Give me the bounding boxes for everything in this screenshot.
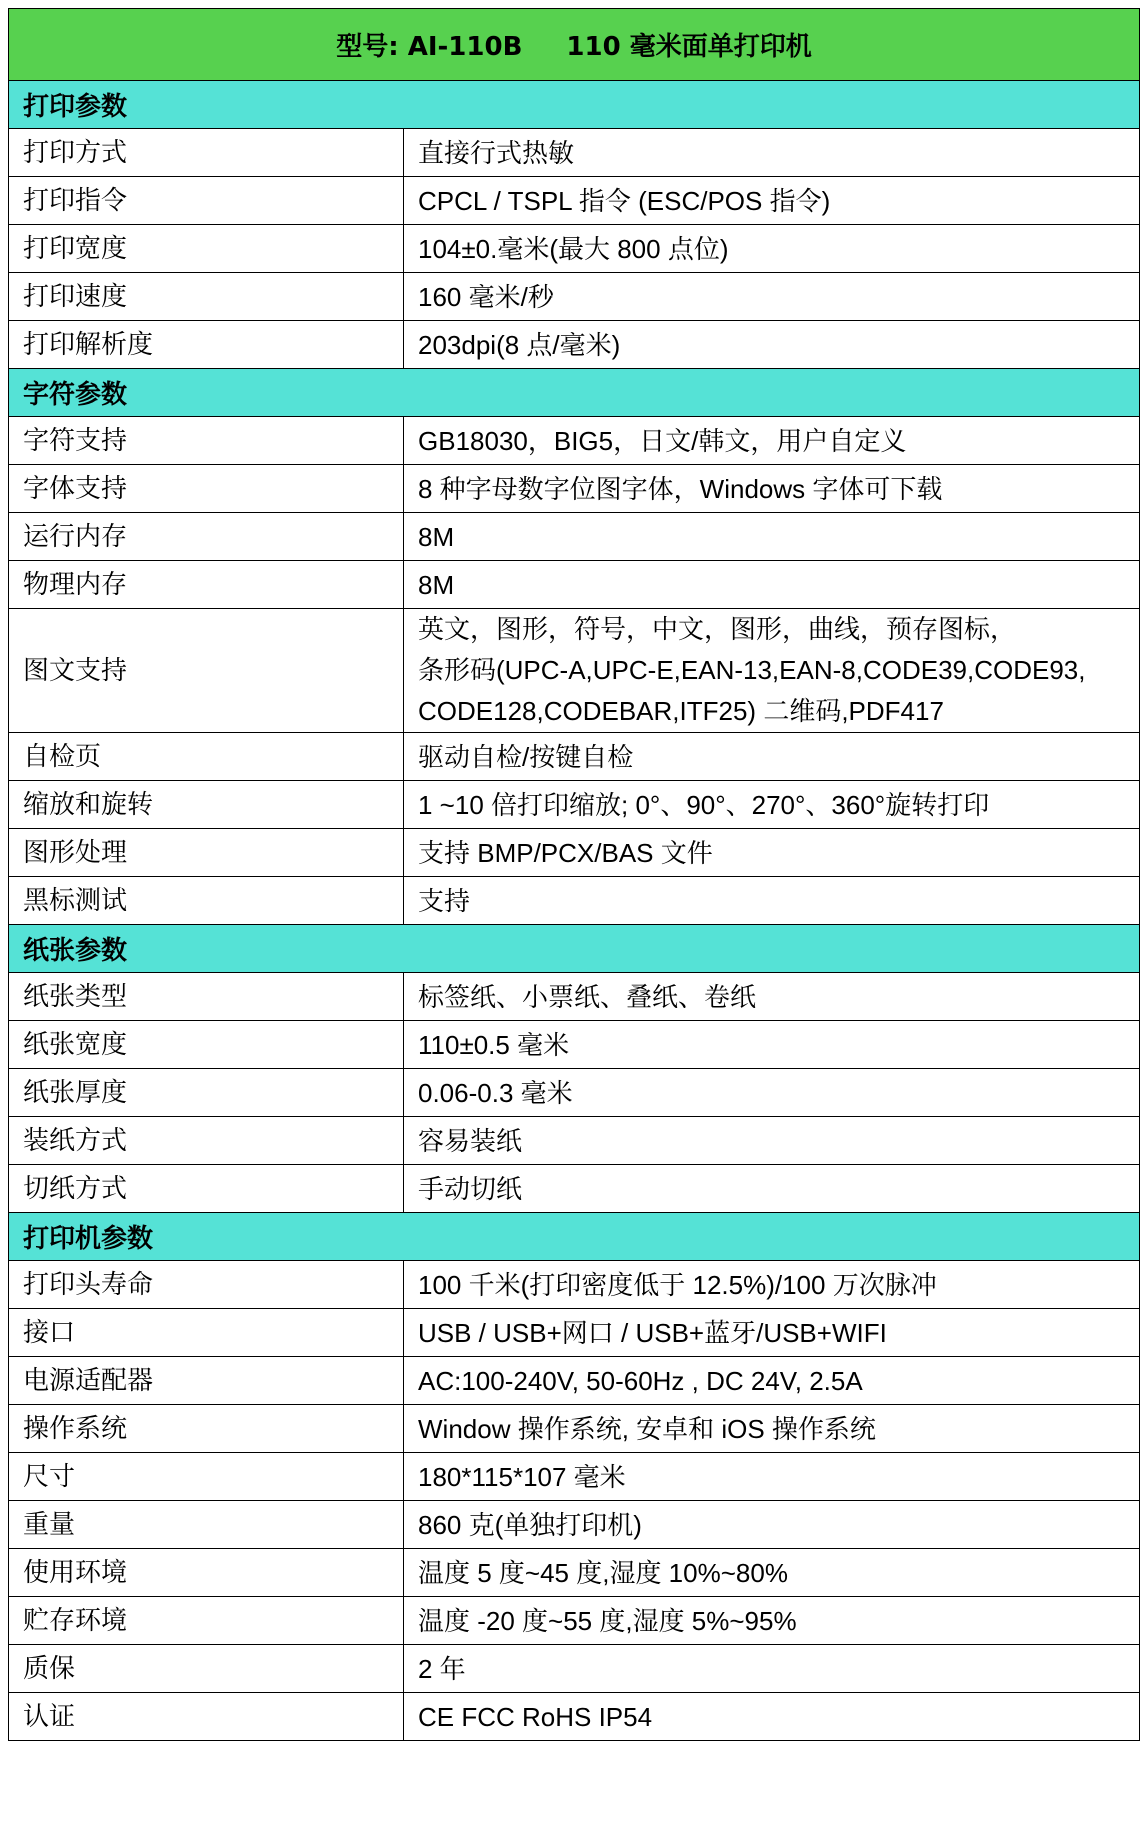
spec-row — [9, 973, 1140, 1021]
spec-label: 图文支持 — [9, 609, 404, 733]
spec-value: 180*115*107 毫米 — [404, 1453, 1140, 1501]
spec-label: 纸张宽度 — [9, 1021, 404, 1069]
spec-label: 缩放和旋转 — [9, 781, 404, 829]
spec-label: 图形处理 — [9, 829, 404, 877]
spec-row — [9, 877, 1140, 925]
spec-label: 字体支持 — [9, 465, 404, 513]
spec-value: 8M — [404, 513, 1140, 561]
spec-row — [9, 1501, 1140, 1549]
spec-value: 直接行式热敏 — [404, 129, 1140, 177]
section-title: 字符参数 — [9, 369, 1140, 417]
spec-value — [404, 609, 1140, 733]
spec-value: GB18030，BIG5，日文/韩文，用户自定义 — [404, 417, 1140, 465]
spec-row — [9, 1549, 1140, 1597]
spec-label: 重量 — [9, 1501, 404, 1549]
spec-row — [9, 129, 1140, 177]
spec-row — [9, 1357, 1140, 1405]
spec-value: 8 种字母数字位图字体，Windows 字体可下载 — [404, 465, 1140, 513]
section-title: 打印参数 — [9, 81, 1140, 129]
spec-row — [9, 1309, 1140, 1357]
spec-label: 纸张厚度 — [9, 1069, 404, 1117]
spec-value: 110±0.5 毫米 — [404, 1021, 1140, 1069]
spec-row — [9, 177, 1140, 225]
section-header-row — [9, 1213, 1140, 1261]
spec-row — [9, 1021, 1140, 1069]
spec-row — [9, 1069, 1140, 1117]
section-title: 纸张参数 — [9, 925, 1140, 973]
spec-table — [8, 8, 1140, 1741]
spec-value: 支持 BMP/PCX/BAS 文件 — [404, 829, 1140, 877]
spec-label: 认证 — [9, 1693, 404, 1741]
spec-row — [9, 465, 1140, 513]
spec-value: 1 ~10 倍打印缩放; 0°、90°、270°、360°旋转打印 — [404, 781, 1140, 829]
spec-table-body — [9, 9, 1140, 1741]
spec-row — [9, 273, 1140, 321]
product-name: 110 毫米面单打印机 — [566, 32, 812, 62]
spec-row — [9, 1597, 1140, 1645]
spec-label: 物理内存 — [9, 561, 404, 609]
spec-value: 手动切纸 — [404, 1165, 1140, 1213]
spec-row — [9, 321, 1140, 369]
spec-row — [9, 1405, 1140, 1453]
spec-label: 贮存环境 — [9, 1597, 404, 1645]
spec-value: 驱动自检/按键自检 — [404, 733, 1140, 781]
spec-label: 打印宽度 — [9, 225, 404, 273]
spec-value: 0.06-0.3 毫米 — [404, 1069, 1140, 1117]
spec-value: 支持 — [404, 877, 1140, 925]
spec-value-line: CODE128,CODEBAR,ITF25) 二维码,PDF417 — [418, 696, 944, 726]
spec-label: 装纸方式 — [9, 1117, 404, 1165]
spec-row — [9, 609, 1140, 733]
title-row — [9, 9, 1140, 81]
spec-row — [9, 1453, 1140, 1501]
spec-label: 黑标测试 — [9, 877, 404, 925]
spec-row — [9, 1645, 1140, 1693]
spec-label: 打印头寿命 — [9, 1261, 404, 1309]
spec-label: 打印指令 — [9, 177, 404, 225]
spec-value: USB / USB+网口 / USB+蓝牙/USB+WIFI — [404, 1309, 1140, 1357]
spec-row — [9, 1261, 1140, 1309]
spec-label: 电源适配器 — [9, 1357, 404, 1405]
spec-value: 容易装纸 — [404, 1117, 1140, 1165]
spec-value: 温度 5 度~45 度,湿度 10%~80% — [404, 1549, 1140, 1597]
spec-row — [9, 561, 1140, 609]
spec-value-line: 条形码(UPC-A,UPC-E,EAN-13,EAN-8,CODE39,CODE93, — [418, 655, 1086, 685]
spec-label: 字符支持 — [9, 417, 404, 465]
spec-value: 100 千米(打印密度低于 12.5%)/100 万次脉冲 — [404, 1261, 1140, 1309]
section-title: 打印机参数 — [9, 1213, 1140, 1261]
spec-value: 160 毫米/秒 — [404, 273, 1140, 321]
spec-label: 自检页 — [9, 733, 404, 781]
spec-value: 104±0.毫米(最大 800 点位) — [404, 225, 1140, 273]
spec-row — [9, 829, 1140, 877]
spec-value: 8M — [404, 561, 1140, 609]
spec-label: 质保 — [9, 1645, 404, 1693]
spec-label: 切纸方式 — [9, 1165, 404, 1213]
spec-row — [9, 1117, 1140, 1165]
spec-value: 2 年 — [404, 1645, 1140, 1693]
title-cell — [9, 9, 1140, 81]
spec-label: 打印解析度 — [9, 321, 404, 369]
spec-row — [9, 225, 1140, 273]
spec-row — [9, 417, 1140, 465]
spec-value: 203dpi(8 点/毫米) — [404, 321, 1140, 369]
spec-label: 操作系统 — [9, 1405, 404, 1453]
spec-label: 打印速度 — [9, 273, 404, 321]
spec-value: Window 操作系统, 安卓和 iOS 操作系统 — [404, 1405, 1140, 1453]
spec-label: 接口 — [9, 1309, 404, 1357]
spec-value: AC:100-240V, 50-60Hz , DC 24V, 2.5A — [404, 1357, 1140, 1405]
spec-value: 温度 -20 度~55 度,湿度 5%~95% — [404, 1597, 1140, 1645]
section-header-row — [9, 369, 1140, 417]
spec-value: 860 克(单独打印机) — [404, 1501, 1140, 1549]
spec-row — [9, 781, 1140, 829]
section-header-row — [9, 81, 1140, 129]
spec-row — [9, 513, 1140, 561]
spec-label: 打印方式 — [9, 129, 404, 177]
model-label: 型号: AI-110B — [336, 32, 523, 62]
spec-label: 使用环境 — [9, 1549, 404, 1597]
section-header-row — [9, 925, 1140, 973]
spec-label: 纸张类型 — [9, 973, 404, 1021]
spec-value: CPCL / TSPL 指令 (ESC/POS 指令) — [404, 177, 1140, 225]
spec-row — [9, 1165, 1140, 1213]
spec-value: 标签纸、小票纸、叠纸、卷纸 — [404, 973, 1140, 1021]
spec-row — [9, 733, 1140, 781]
spec-value-line: 英文，图形，符号，中文，图形，曲线，预存图标， — [418, 614, 1017, 644]
spec-label: 运行内存 — [9, 513, 404, 561]
spec-row — [9, 1693, 1140, 1741]
spec-value: CE FCC RoHS IP54 — [404, 1693, 1140, 1741]
spec-label: 尺寸 — [9, 1453, 404, 1501]
